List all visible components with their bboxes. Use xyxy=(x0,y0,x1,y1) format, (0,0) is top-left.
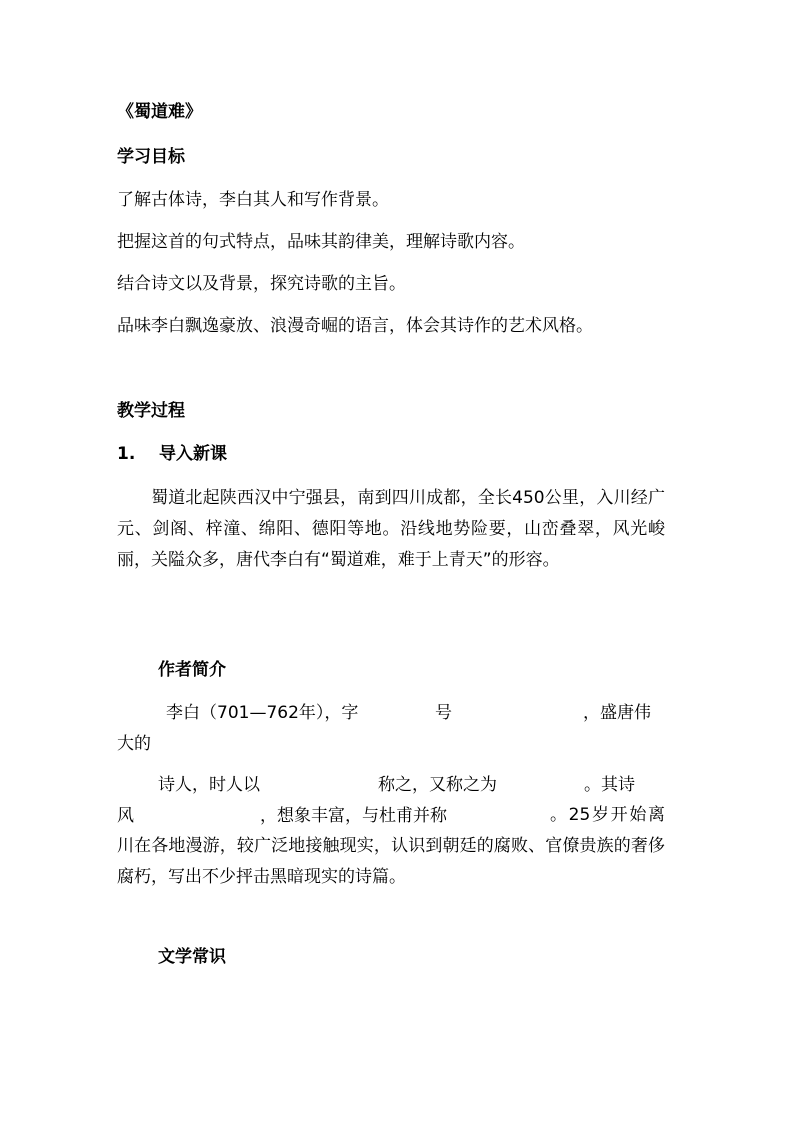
author-para-part-4: ，想象丰富，与杜甫并称 xyxy=(260,806,447,826)
intro-paragraph: 蜀道北起陕西汉中宁强县，南到四川成都，全长450公里，入川经广元、剑阁、梓潼、绵阳、德阳等地。沿线地势险要，山峦叠翠，风光峻丽，关隘众多，唐代李白有“蜀道难，难于上青天”的形容。 xyxy=(117,488,665,570)
author-name-dates: 李白（701—762年），字 xyxy=(166,703,359,723)
author-para-part-5: 。25岁开始离川在各地漫游，较广泛地接触现实，认识到朝廷的腐败、官僚贵族的奢侈腐朽，写出不少抨击黑暗现实的诗篇。 xyxy=(117,805,665,887)
goal-item-4: 品味李白飘逸豪放、浪漫奇崛的语言，体会其诗作的艺术风格。 xyxy=(117,316,593,336)
goal-item-3: 结合诗文以及背景，探究诗歌的主旨。 xyxy=(117,274,406,294)
author-line-1 xyxy=(166,703,358,723)
step-1-heading xyxy=(117,444,227,464)
author-line-2: 大的 xyxy=(117,734,151,754)
step-1-number: 1. xyxy=(117,444,136,464)
teaching-process-heading: 教学过程 xyxy=(117,401,185,421)
author-para-part-2: 称之，又称之为 xyxy=(378,775,497,795)
literature-heading: 文学常识 xyxy=(158,947,226,967)
author-para-part-3-a: 。其诗 xyxy=(584,775,635,795)
goal-item-2: 把握这首的句式特点，品味其韵律美，理解诗歌内容。 xyxy=(117,232,525,252)
author-line-1-hao: 号 xyxy=(435,703,452,723)
document-title: 《蜀道难》 xyxy=(117,102,202,122)
author-para-part-1: 诗人，时人以 xyxy=(158,775,260,795)
goal-item-1: 了解古体诗，李白其人和写作背景。 xyxy=(117,190,389,210)
learning-goals-heading: 学习目标 xyxy=(117,147,185,167)
step-1-title: 导入新课 xyxy=(159,444,227,464)
author-line-1-end: ，盛唐伟 xyxy=(583,703,651,723)
author-intro-heading: 作者简介 xyxy=(158,660,226,680)
author-para-feng: 风 xyxy=(117,806,134,826)
